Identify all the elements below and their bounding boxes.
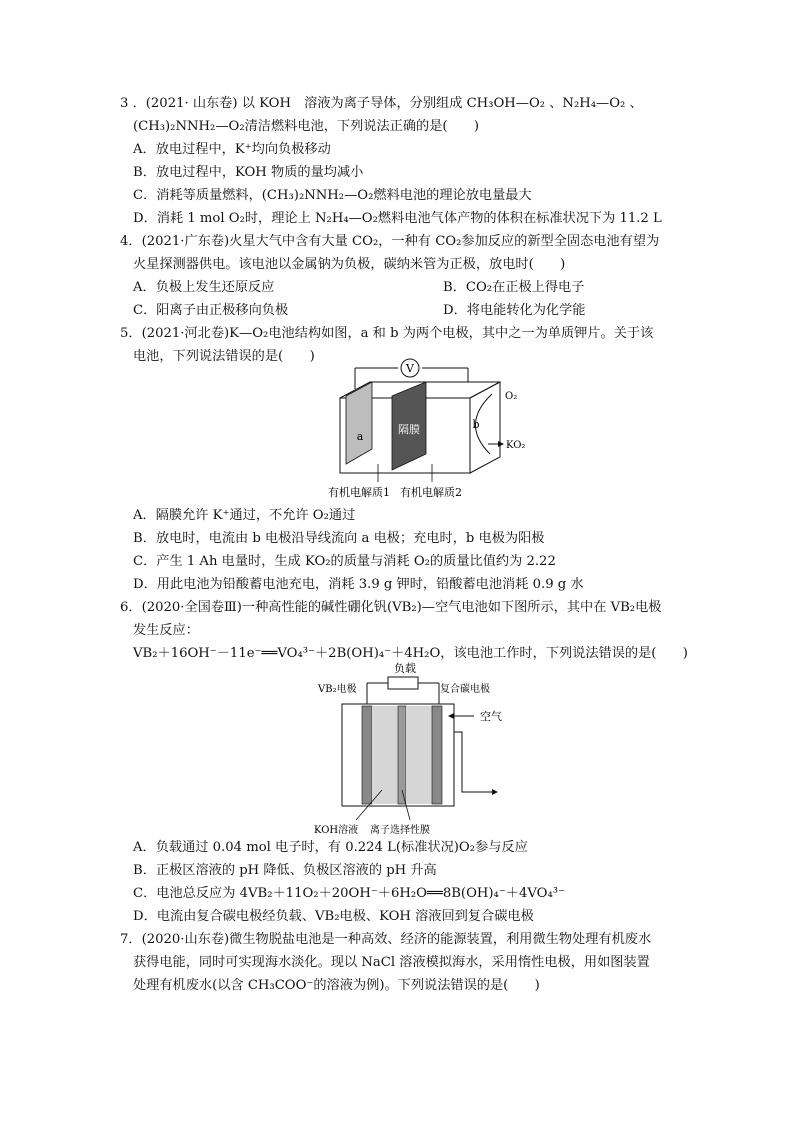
ko2-label: KO₂	[506, 440, 526, 451]
q3-option-a: A．放电过程中，K⁺均向负极移动	[133, 142, 331, 157]
q4-option-d: D．将电能转化为化学能	[443, 303, 586, 318]
q3-option-c: C．消耗等质量燃料，(CH₃)₂NNH₂—O₂燃料电池的理论放电量最大	[133, 188, 532, 203]
electrolyte2-label: 有机电解质2	[400, 486, 462, 499]
voltmeter-label: V	[406, 362, 414, 375]
vb2-electrode-label: VB₂电极	[318, 684, 357, 695]
air-outlet	[454, 732, 492, 792]
arrow-head	[498, 441, 504, 447]
q3-stem-line1: 3 ．(2021· 山东卷) 以 KOH 溶液为离子导体，分别组成 CH₃OH—O₂ 、N₂H₄—O₂ 、	[120, 96, 643, 111]
q4-stem-line1: 4．(2021·广东卷)火星大气中含有大量 CO₂，一种有 CO₂参加反应的新型全固态电池有望为	[120, 234, 660, 249]
air-label: 空气	[480, 710, 502, 723]
load-label: 负载	[394, 662, 416, 675]
ion-selective-membrane	[398, 706, 406, 804]
q5-stem-line2: 电池，下列说法错误的是( )	[133, 349, 315, 364]
carbon-electrode	[432, 706, 442, 804]
vb2-electrode	[362, 706, 372, 804]
electrode-b-label: b	[472, 418, 480, 431]
q4-option-b: B．CO₂在正极上得电子	[443, 280, 585, 295]
q6-option-d: D．电流由复合碳电极经负载、VB₂电极、KOH 溶液回到复合碳电极	[133, 909, 534, 924]
q7-stem-line1: 7．(2020·山东卷)微生物脱盐电池是一种高效、经济的能源装置，利用微生物处理有机废水	[120, 932, 652, 947]
air-outlet-arrow	[492, 789, 498, 795]
q3-stem-line2: (CH₃)₂NNH₂—O₂清洁燃料电池，下列说法正确的是( )	[133, 119, 480, 134]
vb2-air-battery-figure	[312, 660, 512, 838]
carbon-electrode-label: 复合碳电极	[440, 684, 490, 695]
q6-option-b: B．正极区溶液的 pH 降低、负极区溶液的 pH 升高	[133, 863, 437, 878]
q4-option-c: C．阳离子由正极移向负极	[133, 303, 289, 318]
koh-solution-right	[406, 706, 432, 804]
membrane-label: 离子选择性膜	[370, 825, 430, 836]
q4-stem-line2: 火星探测器供电。该电池以金属钠为负极，碳纳米管为正极，放电时( )	[133, 257, 566, 272]
q5-stem-line1: 5．(2021·河北卷)K—O₂电池结构如图，a 和 b 为两个电极，其中之一为单质钾片。关于该	[120, 326, 654, 341]
electrode-a	[346, 382, 372, 464]
q5-option-c: C．产生 1 Ah 电量时，生成 KO₂的质量与消耗 O₂的质量比值约为 2.22	[133, 554, 556, 569]
q4-option-a: A．负极上发生还原反应	[133, 280, 275, 295]
koh-solution-left	[372, 706, 398, 804]
membrane-label: 隔膜	[398, 423, 420, 436]
q7-stem-line2: 获得电能，同时可实现海水淡化。现以 NaCl 溶液模拟海水，采用惰性电极，用如图装置	[133, 955, 650, 970]
q6-option-a: A．负载通过 0.04 mol 电子时，有 0.224 L(标准状况)O₂参与反应	[133, 840, 528, 855]
q3-option-d: D．消耗 1 mol O₂时，理论上 N₂H₄—O₂燃料电池气体产物的体积在标准状况下为 11.2 L	[133, 211, 662, 226]
q6-option-c: C．电池总反应为 4VB₂＋11O₂＋20OH⁻＋6H₂O══8B(OH)₄⁻＋4VO₄³⁻	[133, 886, 565, 901]
q5-option-a: A．隔膜允许 K⁺通过，不允许 O₂通过	[133, 508, 356, 523]
electrode-a-label: a	[356, 430, 364, 443]
q3-option-b: B．放电过程中，KOH 物质的量均减小	[133, 165, 364, 180]
q6-stem-line3: VB₂＋16OH⁻－11e⁻══VO₄³⁻＋2B(OH)₄⁻＋4H₂O，该电池工作时，下列说法错误的是( )	[133, 646, 688, 661]
k-o2-battery-figure	[320, 354, 540, 500]
q5-option-d: D．用此电池为铅酸蓄电池充电，消耗 3.9 g 钾时，铅酸蓄电池消耗 0.9 g 水	[133, 577, 584, 592]
load-resistor	[388, 677, 418, 689]
q5-option-b: B．放电时，电流由 b 电极沿导线流向 a 电极；充电时，b 电极为阳极	[133, 531, 545, 546]
koh-label: KOH溶液	[314, 825, 359, 836]
q7-stem-line3: 处理有机废水(以含 CH₃COO⁻的溶液为例)。下列说法错误的是( )	[133, 978, 540, 993]
q6-stem-line2: 发生反应：	[133, 623, 199, 638]
electrolyte1-label: 有机电解质1	[328, 486, 390, 499]
o2-label: O₂	[505, 391, 518, 402]
q6-stem-line1: 6．(2020·全国卷Ⅲ)一种高性能的碱性硼化钒(VB₂)—空气电池如下图所示，其中在 VB₂电极	[120, 600, 662, 615]
